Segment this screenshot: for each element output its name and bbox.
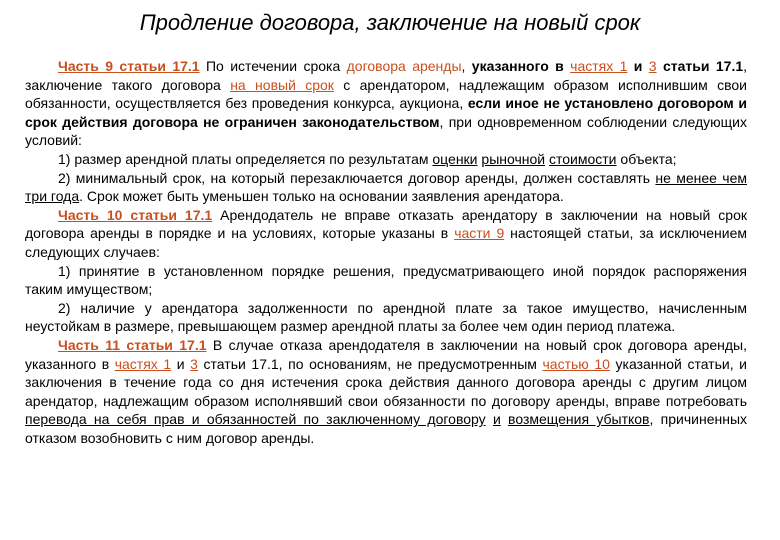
law-reference-link[interactable]: Часть 10 статьи 17.1 bbox=[58, 206, 213, 223]
text-span: По истечении срока bbox=[199, 58, 347, 74]
law-reference-link[interactable]: Часть 9 статьи 17.1 bbox=[58, 58, 200, 74]
text-span: указанной статьи, и заключения в течение года со дня истечения срока действия данного договора аренды с другим лицом арендатор, надлежащим образом исполнявший свои обязанности по договору аренды, вправе потребовать bbox=[25, 355, 748, 409]
exception-item-1 bbox=[25, 262, 747, 299]
condition-item-2 bbox=[25, 169, 747, 206]
parts-link[interactable]: частях 1 bbox=[570, 58, 628, 74]
text-span: объекта; bbox=[616, 150, 677, 167]
underlined-text: рыночной bbox=[481, 150, 546, 167]
text-span: с арендатором, надлежащим образом исполнившим свои обязанности, осуществляется без проведения конкурса, аукциона, bbox=[25, 76, 747, 112]
part-link[interactable]: частью 10 bbox=[542, 355, 610, 372]
text-span bbox=[501, 411, 508, 427]
text-span: 2) наличие у арендатора задолженности по арендной плате за такое имущество, начисленным неустойкам в размере, превышающем размер арендной платы за более чем один период платежа. bbox=[25, 299, 747, 335]
text-span: . Срок может быть уменьшен только на основании заявления арендатора. bbox=[79, 188, 564, 205]
underlined-text: оценки bbox=[432, 150, 478, 167]
underlined-text: не менее чем три года bbox=[25, 169, 748, 205]
exception-item-2 bbox=[25, 299, 747, 336]
term-link[interactable]: на новый срок bbox=[230, 76, 334, 93]
part-link[interactable]: 3 bbox=[648, 58, 657, 74]
text-span: , при одновременном соблюдении следующих условий: bbox=[25, 113, 747, 149]
text-span: Арендодатель не вправе отказать арендатору в заключении на новый срок договора аренды в порядке и на условиях, которые указаны в bbox=[25, 206, 747, 242]
text-span: настоящей статьи, за исключением следующих случаев: bbox=[25, 225, 747, 260]
paragraph-part-11 bbox=[25, 336, 747, 448]
underlined-text: перевода на себя прав и обязанностей по заключенному договору bbox=[25, 411, 486, 428]
text-span: , заключение такого договора bbox=[25, 58, 748, 93]
paragraph-part-10 bbox=[25, 206, 747, 262]
text-span: , bbox=[461, 58, 472, 74]
text-span: В случае отказа арендодателя в заключении на новый срок договора аренды, указанного в bbox=[25, 336, 747, 372]
text-span: 2) минимальный срок, на который перезаключается договор аренды, должен составлять bbox=[58, 169, 656, 186]
text-span: 1) размер арендной платы определяется по результатам bbox=[58, 150, 433, 167]
part-link[interactable]: части 9 bbox=[454, 225, 505, 242]
underlined-text: стоимости bbox=[549, 150, 617, 167]
bold-text: указанного в bbox=[471, 58, 564, 74]
text-span: статьи 17.1, по основаниям, не предусмотренным bbox=[197, 355, 543, 372]
text-span: , причиненных отказом возобновить с ним договор аренды. bbox=[25, 411, 748, 446]
underlined-text: и bbox=[492, 411, 501, 428]
document-body bbox=[25, 57, 747, 447]
bold-text: если иное не установлено договором и срок действия договора не ограничен законодательством bbox=[25, 95, 747, 130]
law-reference-link[interactable]: Часть 11 статьи 17.1 bbox=[58, 336, 207, 353]
bold-text: статьи 17.1 bbox=[662, 58, 744, 74]
page-title: Продление договора, заключение на новый срок bbox=[139, 10, 641, 35]
text-span bbox=[486, 411, 493, 427]
parts-link[interactable]: частях 1 bbox=[114, 355, 172, 372]
underlined-text: возмещения убытков bbox=[508, 411, 650, 428]
text-span: и bbox=[171, 355, 191, 372]
term-link[interactable]: договора аренды bbox=[346, 58, 462, 74]
condition-item-1 bbox=[25, 150, 747, 169]
paragraph-part-9 bbox=[25, 57, 747, 150]
bold-text: и bbox=[633, 58, 643, 74]
part-link[interactable]: 3 bbox=[190, 355, 198, 372]
text-span: 1) принятие в установленном порядке решения, предусматривающего иной порядок распоряжения таким имуществом; bbox=[25, 262, 747, 298]
